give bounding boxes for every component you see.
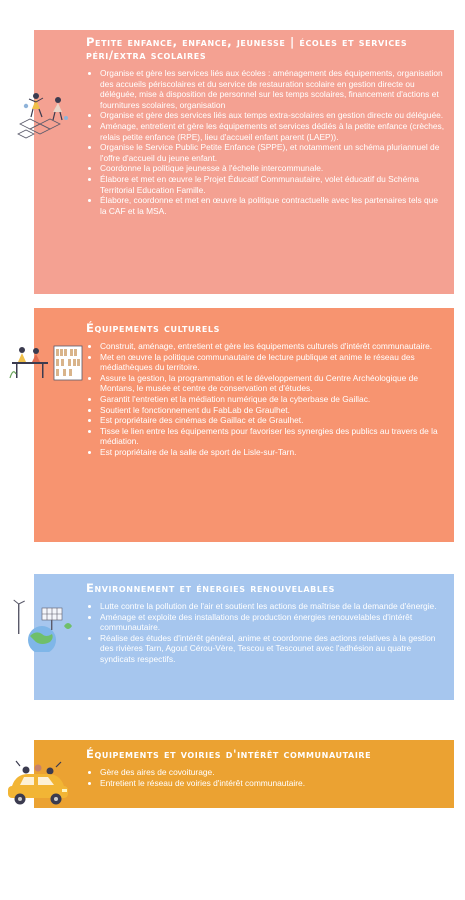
list-item: • Élabore et met en œuvre le Projet Éducatif Communautaire, volet éducatif du Schéma Territorial Education Famille. [100, 174, 446, 195]
list-item: • Soutient le fonctionnement du FabLab de Graulhet. [100, 405, 446, 416]
list-item: • Entretient le réseau de voiries d'intérêt communautaire. [100, 778, 446, 789]
section-title: Équipements culturels [86, 321, 220, 335]
list-item: • Organise et gère des services liés aux temps extra-scolaires en gestion directe ou déléguée. [100, 110, 446, 121]
list-item: • Construit, aménage, entretient et gère les équipements culturels d'intérêt communautaire. [100, 341, 446, 352]
section-list [86, 68, 446, 216]
list-item: • Organise et gère les services liés aux écoles : aménagement des équipements, organisation des accueils périscolaires et du service de restauration scolaire en gestion directe ou déléguée, mise à disposition de personnel sur les temps scolaires, financement d'actions et fournitures scolaires, organisation [100, 68, 446, 110]
section-list [86, 767, 446, 788]
section-voiries [34, 740, 454, 808]
section-equipements-culturels [34, 308, 454, 542]
renewable-energy-earth-icon [12, 598, 76, 652]
list-item: • Aménage, entretient et gère les équipements et services dédiés à la petite enfance (crèches, relais petite enfance (RPE), lieu d'accueil enfant parent (LAEP)). [100, 121, 446, 142]
list-item: • Gère des aires de covoiturage. [100, 767, 446, 778]
children-playing-icon [14, 84, 78, 140]
section-petite-enfance [34, 30, 454, 294]
section-list [86, 341, 446, 458]
section-title: Équipements et voiries d'intérêt communautaire [86, 747, 372, 761]
section-title: Environnement et énergies renouvelables [86, 581, 335, 595]
list-item: • Met en œuvre la politique communautaire de lecture publique et anime le réseau des médiathèques du territoire. [100, 352, 446, 373]
list-item: • Coordonne la politique jeunesse à l'échelle intercommunale. [100, 163, 446, 174]
list-item: • Assure la gestion, la programmation et le développement du Centre Archéologique de Montans, le musée et centre de conservation et d'études. [100, 373, 446, 394]
library-people-icon [8, 342, 86, 382]
carpool-car-icon [4, 760, 72, 808]
list-item: • Tisse le lien entre les équipements pour favoriser les synergies des publics au travers de la médiation. [100, 426, 446, 447]
list-item: • Est propriétaire des cinémas de Gaillac et de Graulhet. [100, 415, 446, 426]
section-title: Petite enfance, enfance, jeunesse | écoles et services péri/extra scolaires [86, 35, 408, 62]
list-item: • Lutte contre la pollution de l'air et soutient les actions de maîtrise de la demande d'énergie. [100, 601, 446, 612]
list-item: • Organise le Service Public Petite Enfance (SPPE), et notamment un schéma pluriannuel de l'offre d'accueil du jeune enfant. [100, 142, 446, 163]
section-list [86, 601, 446, 665]
list-item: • Aménage et exploite des installations de production énergies renouvelables d'intérêt communautaire. [100, 612, 446, 633]
list-item: • Garantit l'entretien et la médiation numérique de la cyberbase de Gaillac. [100, 394, 446, 405]
list-item: • Est propriétaire de la salle de sport de Lisle-sur-Tarn. [100, 447, 446, 458]
list-item: • Élabore, coordonne et met en œuvre la politique contractuelle avec les partenaires tels que la CAF et la MSA. [100, 195, 446, 216]
list-item: • Réalise des études d'intérêt général, anime et coordonne des actions relatives à la gestion des rivières Tarn, Agout Cérou-Vère, Tescou et Tescounet avec l'adhésion au quatre syndicats respectifs. [100, 633, 446, 665]
section-environnement [34, 574, 454, 700]
